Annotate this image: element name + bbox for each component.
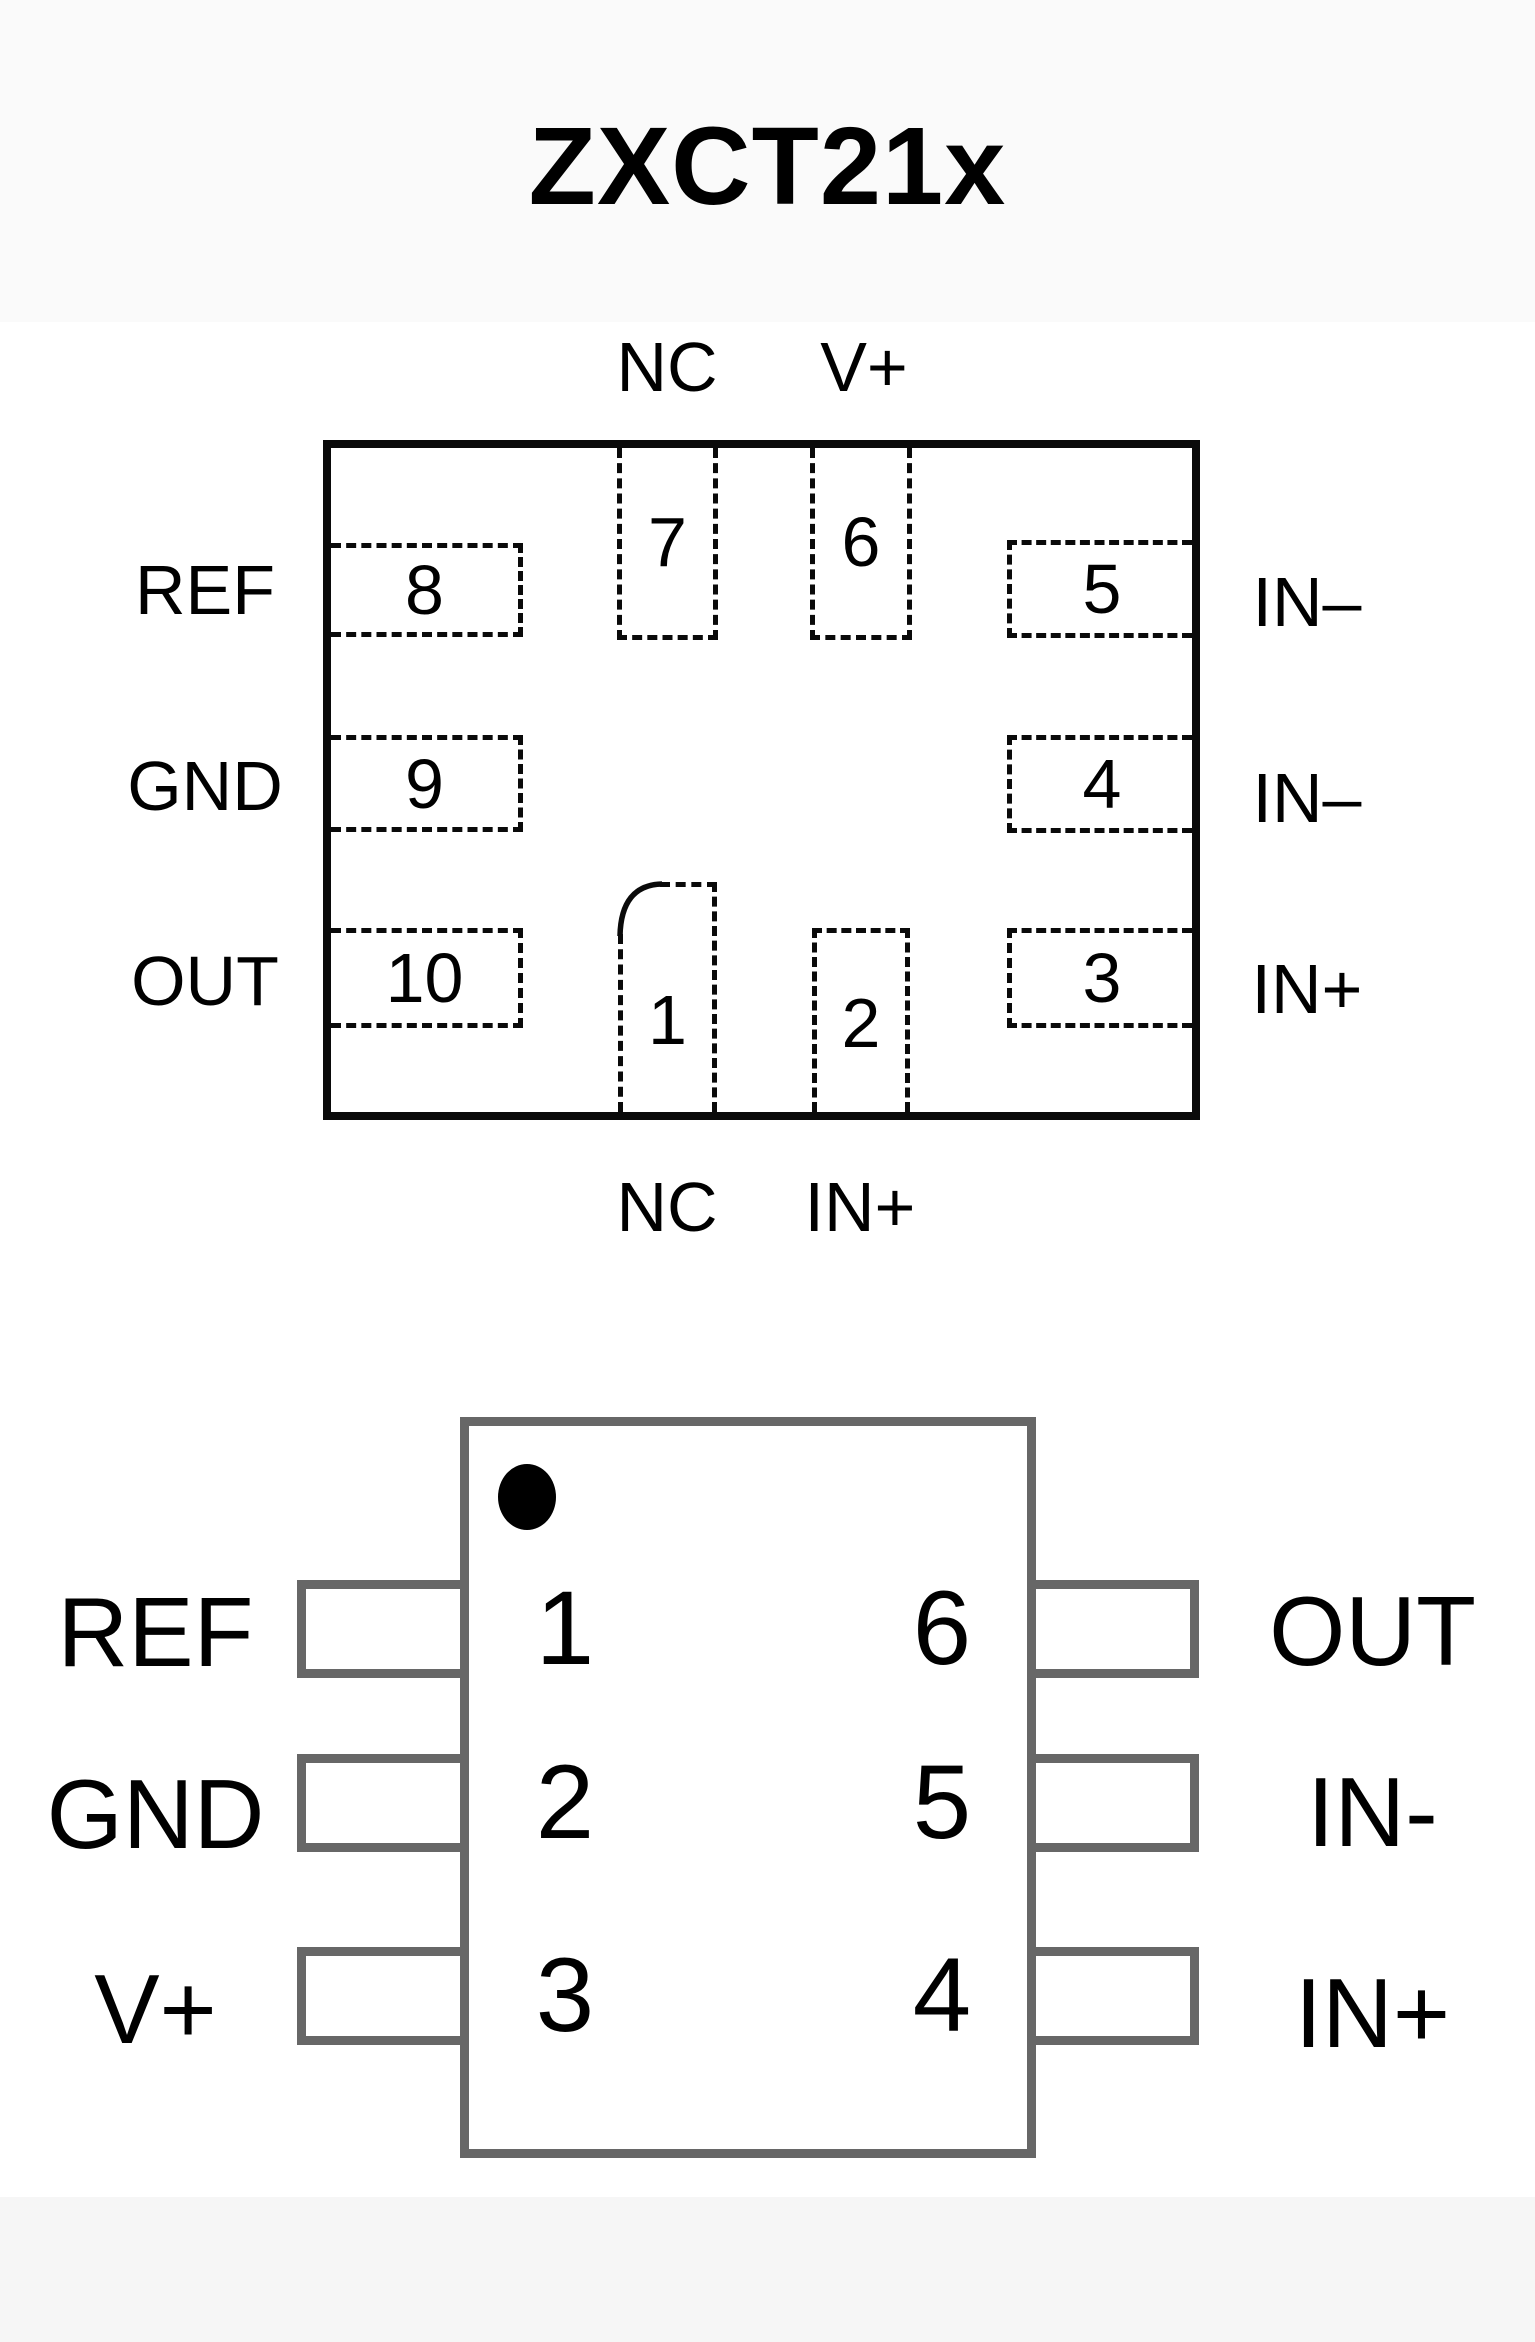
sot-pin-number-6: 6 — [912, 1570, 972, 1687]
dfn-pad-5 — [1007, 540, 1192, 638]
dfn-pad-3 — [1007, 928, 1192, 1028]
dfn-pad-9 — [331, 735, 523, 832]
dfn-pad-8 — [331, 543, 523, 637]
sot-pin-number-5: 5 — [912, 1744, 972, 1861]
dfn-pad-6 — [810, 448, 912, 640]
sot-label-out: OUT — [1269, 1576, 1476, 1686]
dfn-pin-number-4: 4 — [1082, 745, 1122, 823]
dfn-pin-number-10: 10 — [385, 939, 464, 1017]
dfn-pad-2 — [812, 928, 910, 1112]
dfn-pad-7 — [617, 448, 718, 640]
sot-lead-5 — [1027, 1754, 1199, 1852]
sot-pin-number-3: 3 — [535, 1937, 595, 2054]
dfn-pad-10 — [331, 928, 523, 1028]
sot-lead-6 — [1027, 1580, 1199, 1678]
dfn-pin-number-1: 1 — [648, 981, 687, 1059]
dfn-pad-4 — [1007, 735, 1192, 833]
dfn-label-out: OUT — [131, 942, 279, 1020]
sot-lead-4 — [1027, 1947, 1199, 2045]
sot-label-ref: REF — [57, 1577, 254, 1687]
sot-lead-1 — [297, 1580, 469, 1678]
dfn-label-inminus-2: IN– — [1252, 759, 1362, 837]
sot-pin-number-4: 4 — [912, 1937, 972, 2054]
sot-label-vplus: V+ — [94, 1954, 217, 2064]
dfn-label-nc-bottom: NC — [616, 1168, 718, 1246]
sot-label-inplus: IN+ — [1294, 1958, 1451, 2068]
sot-label-inminus: IN- — [1307, 1757, 1438, 1867]
sot-pin-number-2: 2 — [535, 1744, 595, 1861]
dfn-pin-number-3: 3 — [1082, 939, 1122, 1017]
sot-label-gnd: GND — [46, 1759, 265, 1869]
dfn-pin-number-2: 2 — [841, 983, 881, 1062]
sot-pin1-marker-dot — [498, 1464, 556, 1530]
bottom-background-band — [0, 2197, 1535, 2342]
dfn-label-inplus-bottom: IN+ — [804, 1168, 916, 1246]
dfn-label-nc-top: NC — [616, 328, 718, 406]
sot-lead-3 — [297, 1947, 469, 2045]
dfn-pin-number-9: 9 — [405, 744, 444, 823]
sot-lead-2 — [297, 1754, 469, 1852]
sot-pin-number-1: 1 — [535, 1570, 595, 1687]
dfn-pin-number-8: 8 — [405, 551, 444, 629]
dfn-label-ref: REF — [135, 551, 275, 629]
dfn-pin-number-5: 5 — [1082, 550, 1122, 628]
dfn-label-gnd: GND — [127, 747, 283, 825]
dfn-pin-number-6: 6 — [841, 502, 881, 581]
dfn-label-inplus-right: IN+ — [1251, 950, 1363, 1028]
page-title: ZXCT21x — [528, 105, 1007, 228]
dfn-pin-number-7: 7 — [648, 502, 687, 581]
dfn-label-inminus-1: IN– — [1252, 563, 1362, 641]
dfn-label-vplus-top: V+ — [820, 328, 908, 406]
